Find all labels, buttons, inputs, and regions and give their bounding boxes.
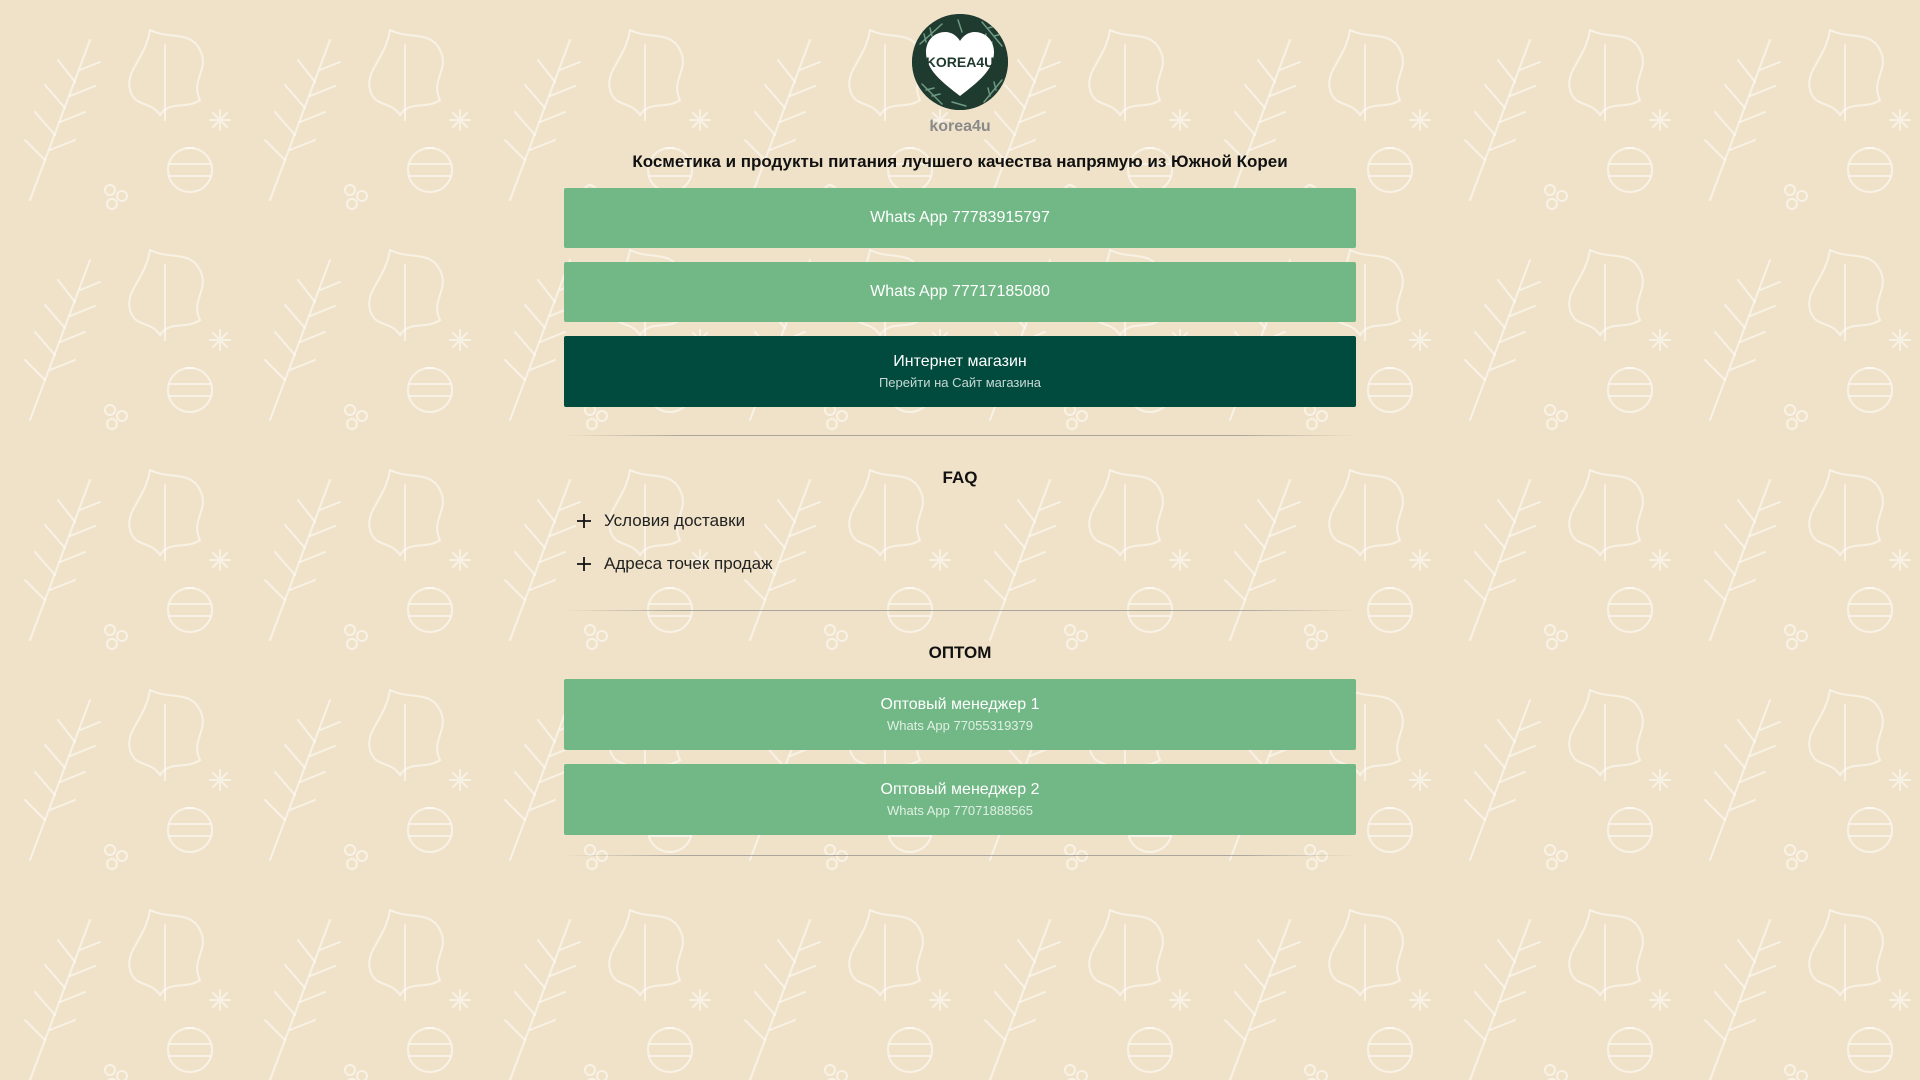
wholesale-manager-1-link[interactable] [564,679,1356,750]
whatsapp-link-2[interactable] [564,262,1356,322]
faq-label: Условия доставки [604,510,746,530]
link-title: Whats App 77783915797 [870,209,1050,226]
plus-icon [564,509,604,533]
korea4u-logo [912,14,1008,110]
whatsapp-link-1[interactable] [564,188,1356,248]
link-title: Оптовый менеджер 2 [880,780,1040,798]
link-subtitle: Перейти на Сайт магазина [878,374,1042,390]
faq-item-delivery[interactable] [564,508,1356,533]
contact-links [564,188,1356,407]
plus-icon [564,552,604,576]
divider [564,435,1356,436]
link-title: Оптовый менеджер 1 [880,695,1040,713]
wholesale-title: ОПТОМ [928,643,992,662]
faq-list [564,508,1356,576]
logo-text: KOREA4U [925,54,995,70]
wholesale-links [564,679,1356,835]
link-subtitle: Whats App 77071888565 [886,802,1033,818]
tagline: Косметика и продукты питания лучшего качества напрямую из Южной Кореи [632,152,1288,171]
username: korea4u [929,118,991,135]
link-title: Интернет магазин [893,352,1027,370]
link-subtitle: Whats App 77055319379 [886,717,1033,733]
online-store-link[interactable] [564,336,1356,407]
link-page [564,0,1356,856]
faq-label: Адреса точек продаж [604,553,773,573]
faq-title: FAQ [942,468,978,487]
wholesale-manager-2-link[interactable] [564,764,1356,835]
divider [564,855,1356,856]
link-title: Whats App 77717185080 [870,283,1050,300]
divider [564,610,1356,611]
faq-item-addresses[interactable] [564,551,1356,576]
